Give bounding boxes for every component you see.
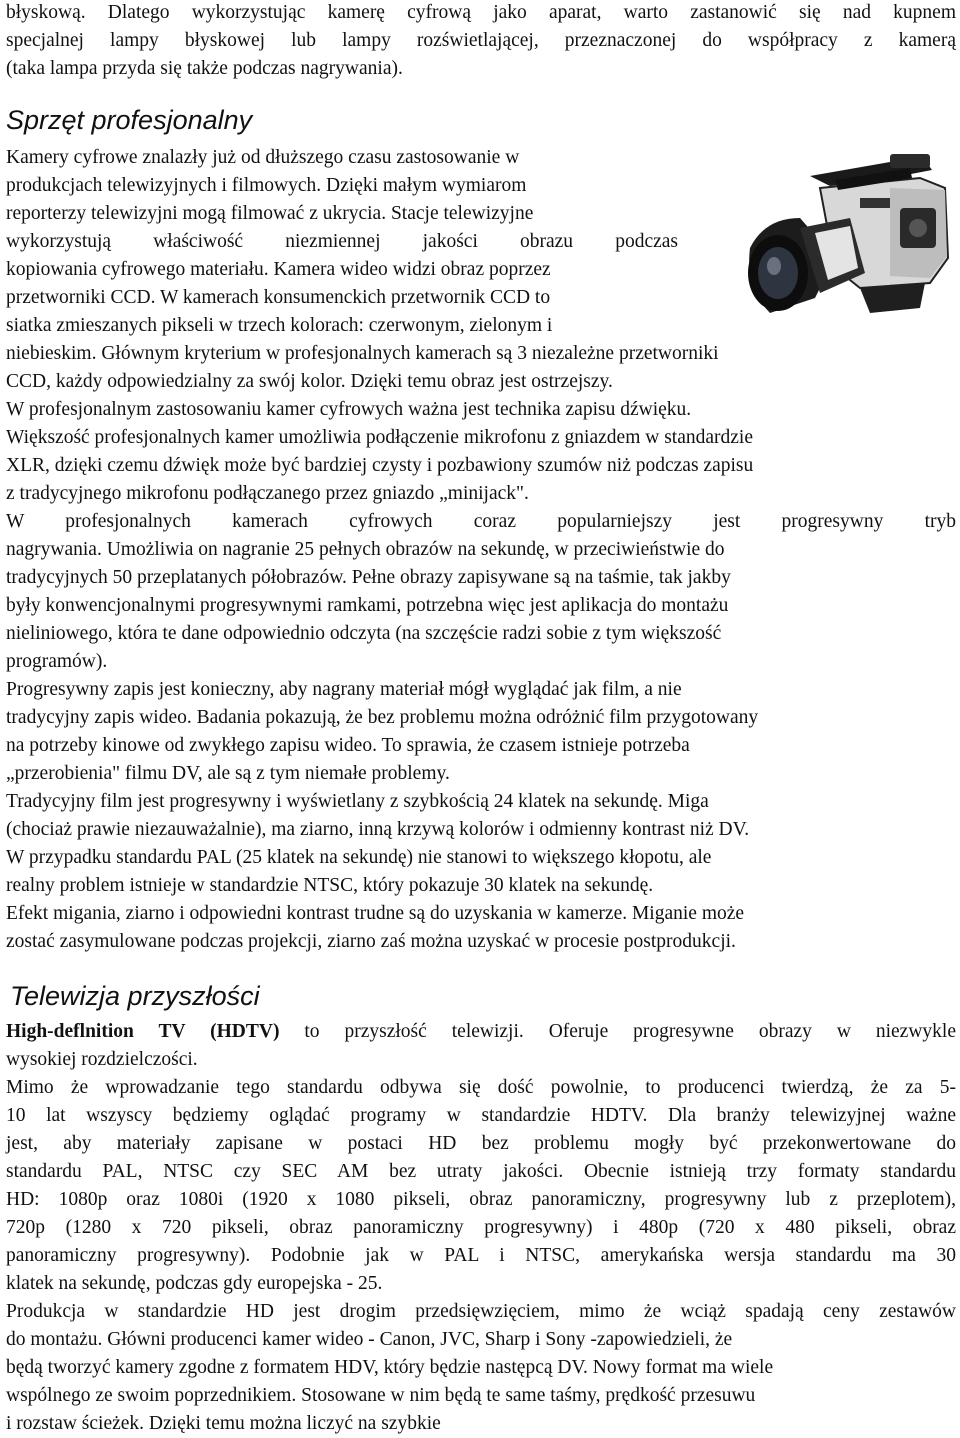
section1-line: produkcjach telewizyjnych i filmowych. Dzięki małym wymiarom	[6, 175, 527, 196]
section1-line: tradycyjnych 50 przeplatanych półobrazów. Pełne obrazy zapisywane są na taśmie, tak jakby	[6, 567, 731, 588]
section1-line: CCD, każdy odpowiedzialny za swój kolor. Dzięki temu obraz jest ostrzejszy.	[6, 371, 613, 392]
section2-line: panoramiczny progresywny). Podobnie jak w PAL i NTSC, amerykańska wersja standardu ma 30	[6, 1245, 956, 1266]
section1-line: W przypadku standardu PAL (25 klatek na sekundę) nie stanowi to większego kłopotu, ale	[6, 847, 712, 868]
section1-line: Progresywny zapis jest konieczny, aby nagrany materiał mógł wyglądać jak film, a nie	[6, 679, 682, 700]
section2-line: jest, aby materiały zapisane w postaci HD bez problemu mogły być przekonwertowane do	[6, 1133, 956, 1154]
section2-line: do montażu. Główni producenci kamer wideo - Canon, JVC, Sharp i Sony -zapowiedzieli, że	[6, 1329, 733, 1350]
video-camera-icon	[740, 148, 955, 333]
section1-line: nieliniowego, która te dane odpowiednio odczyta (na szczęście radzi sobie z tym większość	[6, 623, 722, 644]
section1-line: z tradycyjnego mikrofonu podłączanego przez gniazdo „minijack".	[6, 483, 529, 504]
section2-line: Produkcja w standardzie HD jest drogim przedsięwzięciem, mimo że wciąż spadają ceny zestawów	[6, 1301, 956, 1322]
section1-line: Efekt migania, ziarno i odpowiedni kontrast trudne są do uzyskania w kamerze. Miganie może	[6, 903, 745, 924]
section1-line: programów).	[6, 651, 108, 672]
intro-line-3: (taka lampa przyda się także podczas nagrywania).	[6, 58, 403, 79]
section2-line: 720p (1280 x 720 pikseli, obraz panoramiczny progresywny) i 480p (720 x 480 pikseli, obraz	[6, 1217, 956, 1238]
section1-line: Kamery cyfrowe znalazły już od dłuższego czasu zastosowanie w	[6, 147, 520, 168]
section1-line: nagrywania. Umożliwia on nagranie 25 pełnych obrazów na sekundę, w przeciwieństwie do	[6, 539, 725, 560]
section2-line: 10 lat wszyscy będziemy oglądać programy w standardzie HDTV. Dla branży telewizyjnej ważne	[6, 1105, 956, 1126]
hdtv-term: High-deflnition TV (HDTV)	[6, 1021, 280, 1042]
section1-line: realny problem istnieje w standardzie NTSC, który pokazuje 30 klatek na sekundę.	[6, 875, 654, 896]
section1-line: Większość profesjonalnych kamer umożliwia podłączenie mikrofonu z gniazdem w standardzie	[6, 427, 753, 448]
intro-line-2: specjalnej lampy błyskowej lub lampy rozświetlającej, przeznaczonej do współpracy z kamerą	[6, 30, 956, 51]
section-heading-professional: Sprzęt profesjonalny	[6, 105, 253, 135]
section2-first-line	[6, 1018, 956, 1046]
section1-line: Tradycyjny film jest progresywny i wyświetlany z szybkością 24 klatek na sekundę. Miga	[6, 791, 709, 812]
section1-line: XLR, dzięki czemu dźwięk może być bardziej czysty i pozbawiony szumów niż podczas zapisu	[6, 455, 754, 476]
section1-line: tradycyjny zapis wideo. Badania pokazują, że bez problemu można odróżnić film przygotowany	[6, 707, 759, 728]
section2-line: i rozstaw ścieżek. Dzięki temu można liczyć na szybkie	[6, 1413, 441, 1434]
section1-line: kopiowania cyfrowego materiału. Kamera wideo widzi obraz poprzez	[6, 259, 551, 280]
section2-line: Mimo że wprowadzanie tego standardu odbywa się dość powolnie, to producenci twierdzą, że za 5-	[6, 1077, 956, 1098]
section1-line: wykorzystują właściwość niezmiennej jakości obrazu podczas	[6, 231, 678, 252]
section1-line: W profesjonalnych kamerach cyfrowych coraz popularniejszy jest progresywny tryb	[6, 511, 956, 532]
section2-line: będą tworzyć kamery zgodne z formatem HDV, który będzie następcą DV. Nowy format ma wiele	[6, 1357, 774, 1378]
section2-line: standardu PAL, NTSC czy SEC AM bez utraty jakości. Obecnie istnieją trzy formaty standardu	[6, 1161, 956, 1182]
section1-line: siatka zmieszanych pikseli w trzech kolorach: czerwonym, zielonym i	[6, 315, 553, 336]
intro-line-1: błyskową. Dlatego wykorzystując kamerę cyfrową jako aparat, warto zastanowić się nad kupnem	[6, 2, 956, 23]
section1-line: (chociaż prawie niezauważalnie), ma ziarno, inną krzywą kolorów i odmienny kontrast niż DV.	[6, 819, 750, 840]
section2-line: klatek na sekundę, podczas gdy europejska - 25.	[6, 1273, 383, 1294]
section1-line: na potrzeby kinowe od zwykłego zapisu wideo. To sprawia, że czasem istnieje potrzeba	[6, 735, 690, 756]
section1-line: niebieskim. Głównym kryterium w profesjonalnych kamerach są 3 niezależne przetworniki	[6, 343, 719, 364]
section1-line: zostać zasymulowane podczas projekcji, ziarno zaś można uzyskać w procesie postprodukcji.	[6, 931, 736, 952]
section1-line: były konwencjonalnymi progresywnymi ramkami, potrzebna więc jest aplikacja do montażu	[6, 595, 729, 616]
section2-line: wspólnego ze swoim poprzednikiem. Stosowane w nim będą te same taśmy, prędkość przesuwu	[6, 1385, 756, 1406]
section2-line: HD: 1080p oraz 1080i (1920 x 1080 pikseli, obraz panoramiczny, progresywny lub z przeplotem),	[6, 1189, 956, 1210]
section1-line: „przerobienia" filmu DV, ale są z tym niemałe problemy.	[6, 763, 450, 784]
section2-line: wysokiej rozdzielczości.	[6, 1049, 198, 1070]
section1-line: reporterzy telewizyjni mogą filmować z ukrycia. Stacje telewizyjne	[6, 203, 534, 224]
section2-first-line-rest: to przyszłość telewizji. Oferuje progresywne obrazy w niezwykle	[279, 1021, 956, 1042]
section-heading-future-tv: Telewizja przyszłości	[10, 981, 260, 1011]
section1-line: przetworniki CCD. W kamerach konsumenckich przetwornik CCD to	[6, 287, 551, 308]
section1-line: W profesjonalnym zastosowaniu kamer cyfrowych ważna jest technika zapisu dźwięku.	[6, 399, 692, 420]
